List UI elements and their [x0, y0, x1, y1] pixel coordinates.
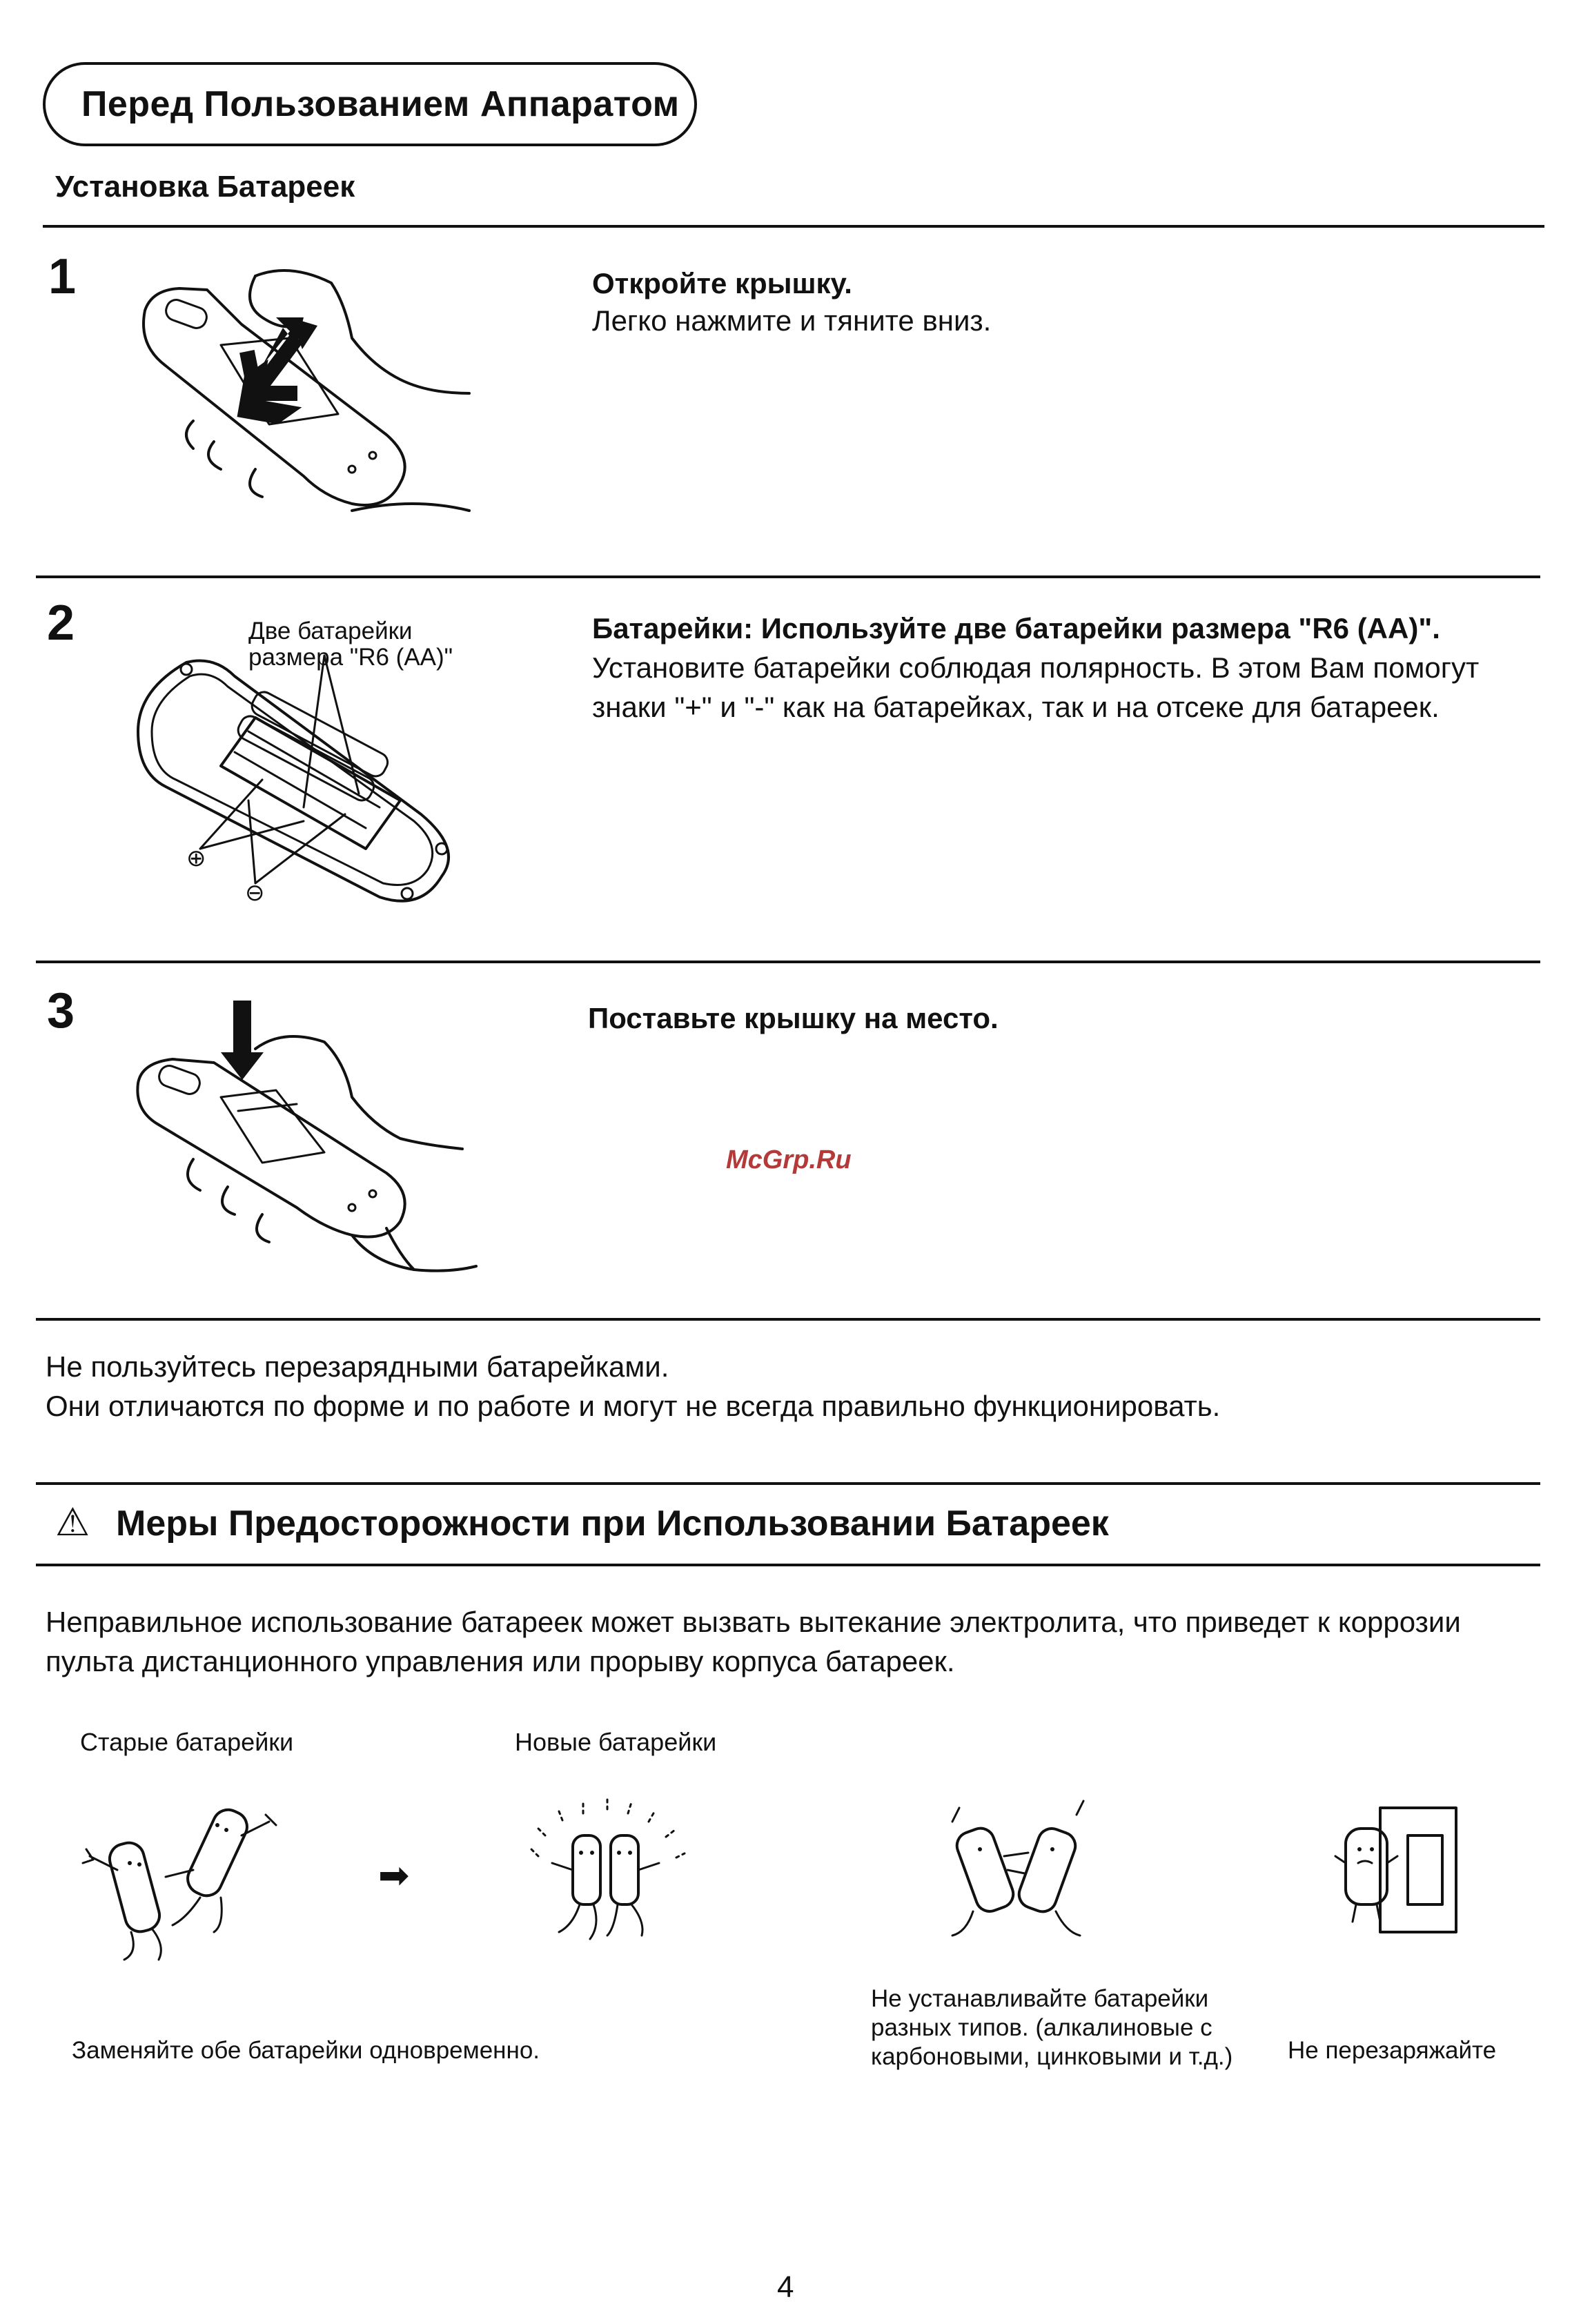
battery-compartment-illustration	[124, 642, 469, 918]
divider-step-1	[36, 575, 1540, 578]
section-subtitle: Установка Батареек	[55, 170, 355, 204]
step-2-text-line1: Установите батарейки соблюдая полярность. В этом Вам помогут	[592, 651, 1480, 684]
recharge-caption: Не перезаряжайте	[1288, 2037, 1497, 2064]
remote-close-cover-illustration	[124, 1001, 483, 1277]
divider-step-2	[36, 961, 1540, 963]
plus-terminal-icon: ⊕	[186, 845, 206, 872]
old-batteries-cartoon	[76, 1794, 297, 1960]
divider-caution-top	[36, 1482, 1540, 1485]
note-line1: Не пользуйтесь перезарядными батарейками.	[46, 1350, 669, 1383]
note-line2: Они отличаются по форме и по работе и могут не всегда правильно функционировать.	[46, 1390, 1221, 1422]
divider-top	[43, 225, 1544, 228]
caution-title: Меры Предосторожности при Использовании Батареек	[116, 1504, 1109, 1544]
caution-text-line1: Неправильное использование батареек может вызвать вытекание электролита, что приведет к коррозии	[46, 1606, 1461, 1638]
minus-terminal-icon: ⊖	[245, 880, 265, 906]
mix-caption-line1: Не устанавливайте батарейки	[871, 1985, 1209, 2012]
page-title: Перед Пользованием Аппаратом	[43, 62, 697, 146]
step-1-text: Легко нажмите и тяните вниз.	[592, 304, 992, 337]
divider-caution-bottom	[36, 1564, 1540, 1566]
step-2-heading: Батарейки: Используйте две батарейки размера "R6 (AA)".	[592, 612, 1440, 644]
step-3-number: 3	[47, 983, 75, 1038]
mix-caption-line3: карбоновыми, цинковыми и т.д.)	[871, 2043, 1233, 2070]
replace-caption: Заменяйте обе батарейки одновременно.	[72, 2037, 540, 2064]
old-batteries-label: Старые батарейки	[80, 1728, 294, 1756]
mixed-batteries-cartoon	[939, 1794, 1104, 1946]
mix-caption-line2: разных типов. (алкалиновые с	[871, 2014, 1212, 2041]
watermark: McGrp.Ru	[726, 1145, 852, 1174]
recharge-cartoon	[1332, 1794, 1470, 1946]
new-batteries-cartoon	[524, 1794, 690, 1946]
step-2-number: 2	[47, 595, 75, 651]
step-1-heading: Откройте крышку.	[592, 267, 852, 299]
arrow-right-icon: ➡	[378, 1855, 410, 1896]
caution-text-line2: пульта дистанционного управления или прорыву корпуса батареек.	[46, 1645, 955, 1677]
new-batteries-label: Новые батарейки	[515, 1728, 717, 1756]
step-2-text-line2: знаки "+" и "-" как на батарейках, так и на отсеке для батареек.	[592, 691, 1440, 723]
battery-size-label-line2: размера "R6 (AA)"	[248, 644, 453, 671]
page-number: 4	[777, 2270, 794, 2304]
warning-triangle-icon: ⚠	[55, 1500, 90, 1544]
battery-size-label-line1: Две батарейки	[248, 618, 413, 644]
step-3-heading: Поставьте крышку на место.	[588, 1002, 999, 1034]
divider-step-3	[36, 1318, 1540, 1321]
step-1-number: 1	[48, 249, 77, 304]
remote-open-cover-illustration	[124, 262, 483, 531]
